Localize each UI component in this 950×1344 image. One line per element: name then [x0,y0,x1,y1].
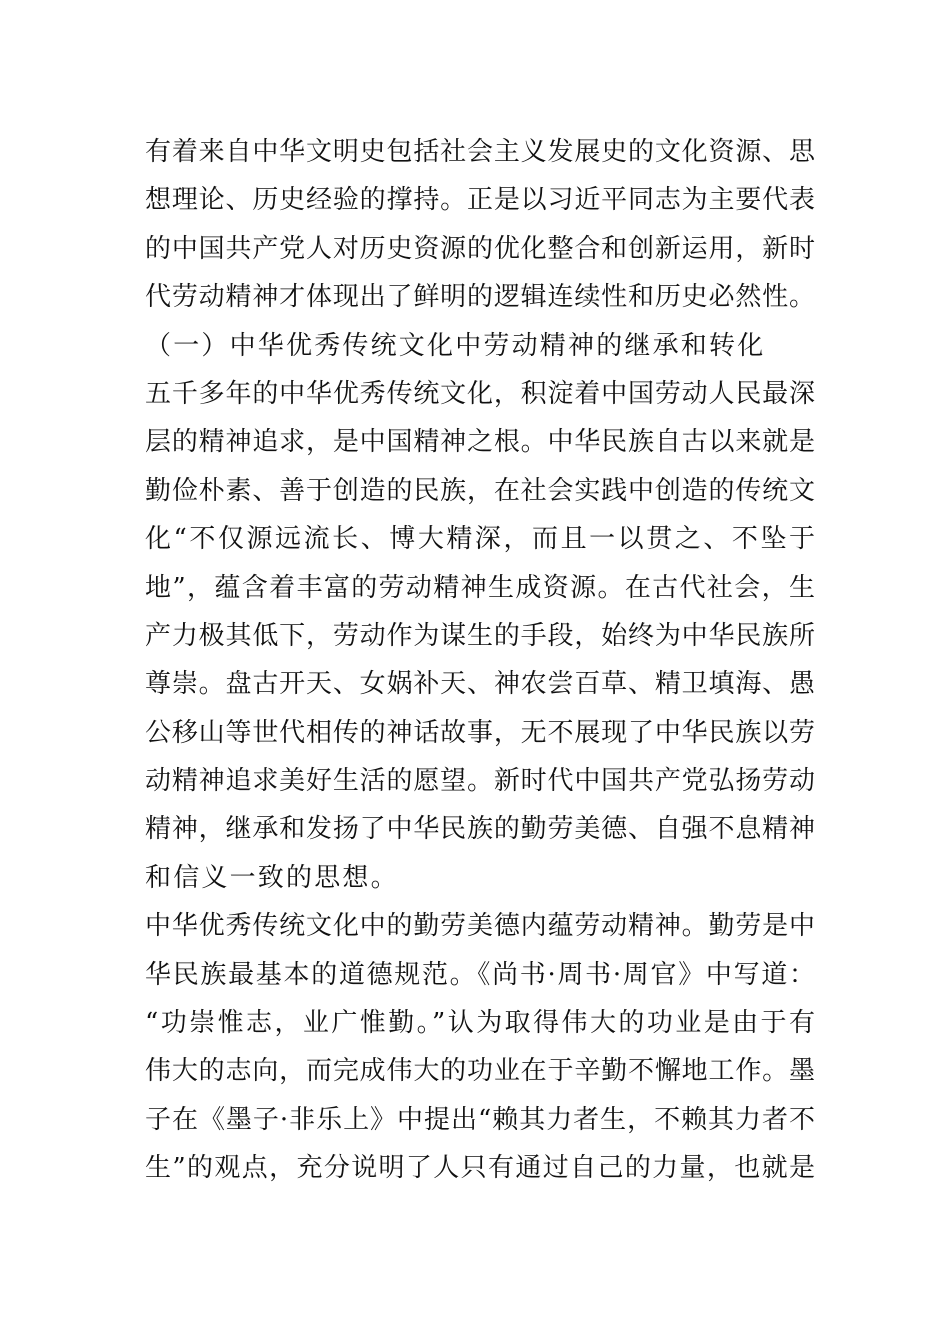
text-line: 五千多年的中华优秀传统文化，积淀着中国劳动人民最深 [145,378,815,409]
text-line: 和信义一致的思想。 [145,862,399,893]
paragraph-traditional-culture [145,370,815,902]
text-line: 精神，继承和发扬了中华民族的勤劳美德、自强不息精神 [145,814,815,845]
text-line: “功崇惟志，业广惟勤。”认为取得伟大的功业是由于有 [145,1008,815,1039]
text-line: 有着来自中华文明史包括社会主义发展史的文化资源、思 [145,137,815,167]
text-line: 化“不仅源远流长、博大精深，而且一以贯之、不坠于 [145,524,815,555]
text-line: 动精神追求美好生活的愿望。新时代中国共产党弘扬劳动 [145,766,815,797]
text-line: 子在《墨子·非乐上》中提出“赖其力者生，不赖其力者不 [145,1104,815,1135]
text-line: 层的精神追求，是中国精神之根。中华民族自古以来就是 [145,427,815,458]
text-line: 生”的观点，充分说明了人只有通过自己的力量，也就是 [145,1153,815,1184]
text-line: 伟大的志向，而完成伟大的功业在于辛勤不懈地工作。墨 [145,1056,815,1087]
text-line: 公移山等世代相传的神话故事，无不展现了中华民族以劳 [145,717,815,748]
paragraph-continuation [145,128,815,322]
text-line: 中华优秀传统文化中的勤劳美德内蕴劳动精神。勤劳是中 [145,911,815,942]
text-line: 代劳动精神才体现出了鲜明的逻辑连续性和历史必然性。 [145,282,815,313]
text-line: 地”，蕴含着丰富的劳动精神生成资源。在古代社会，生 [145,572,815,603]
text-line: 产力极其低下，劳动作为谋生的手段，始终为中华民族所 [145,620,815,651]
text-line: 尊崇。盘古开天、女娲补天、神农尝百草、精卫填海、愚 [145,669,815,700]
text-line: 想理论、历史经验的撑持。正是以习近平同志为主要代表 [145,185,815,216]
paragraph-diligence-virtue [145,902,815,1192]
text-line: 华民族最基本的道德规范。《尚书·周书·周官》中写道： [145,959,815,990]
document-body [145,128,815,1193]
text-line: 的中国共产党人对历史资源的优化整合和创新运用，新时 [145,233,815,264]
text-line: 勤俭朴素、善于创造的民族，在社会实践中创造的传统文 [145,475,815,506]
section-heading: （一）中华优秀传统文化中劳动精神的继承和转化 [145,330,766,361]
